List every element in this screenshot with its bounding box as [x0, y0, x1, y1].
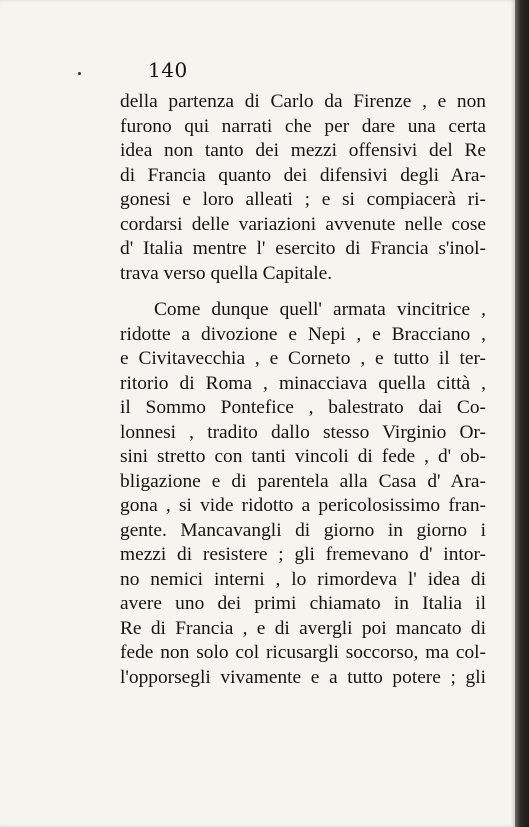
text-line: Re di Francia , e di avergli poi mancato di — [120, 617, 486, 639]
text-line: ridotte a divozione e Nepi , e Bracciano , — [120, 323, 486, 345]
text-line: d' Italia mentre l' esercito di Francia s'inol- — [120, 238, 486, 259]
text-line: trava verso quella Capitale. — [120, 262, 333, 284]
text-line: furono qui narrati che per dare una certa — [120, 115, 486, 137]
text-line: no nemici interni , lo rimordeva l' idea di — [120, 568, 486, 590]
paper-speck — [78, 72, 81, 75]
text-line: gona , si vide ridotto a pericolosissimo fran- — [120, 495, 486, 516]
text-line: bligazione e di parentela alla Casa d' Ara- — [120, 470, 486, 492]
text-line: di Francia quanto dei difensivi degli Ara- — [120, 164, 486, 186]
text-line: il Sommo Pontefice , balestrato dai Co- — [120, 397, 486, 418]
text-line: gente. Mancavangli di giorno in giorno i — [120, 519, 486, 541]
text-line: mezzi di resistere ; gli fremevano d' intor- — [120, 544, 486, 565]
text-line: avere uno dei primi chiamato in Italia il — [120, 593, 486, 614]
text-line: ritorio di Roma , minacciava quella città , — [120, 372, 486, 394]
text-line: gonesi e loro alleati ; e si compiacerà ri- — [120, 189, 486, 210]
paragraph-1 — [120, 90, 486, 286]
book-spine-edge — [515, 0, 529, 827]
text-line: idea non tanto dei mezzi offensivi del Re — [120, 140, 486, 161]
text-line: cordarsi delle variazioni avvenute nelle cose — [120, 213, 486, 235]
text-line: della partenza di Carlo da Firenze , e non — [120, 91, 486, 112]
paragraph-spacer — [120, 286, 486, 298]
text-line: lonnesi , tradito dallo stesso Virginio Or- — [120, 421, 486, 443]
page-number: 140 — [148, 58, 188, 82]
text-line: sini stretto con tanti vincoli di fede , d' ob- — [120, 446, 486, 467]
text-line: fede non solo col ricusargli soccorso, ma col- — [120, 642, 486, 663]
paragraph-2 — [120, 298, 486, 690]
text-line: Come dunque quell' armata vincitrice , — [154, 299, 486, 320]
text-line: e Civitavecchia , e Corneto , e tutto il ter- — [120, 348, 486, 369]
text-line: l'opporsegli vivamente e a tutto potere ; gli — [120, 666, 486, 688]
body-text — [120, 90, 486, 690]
